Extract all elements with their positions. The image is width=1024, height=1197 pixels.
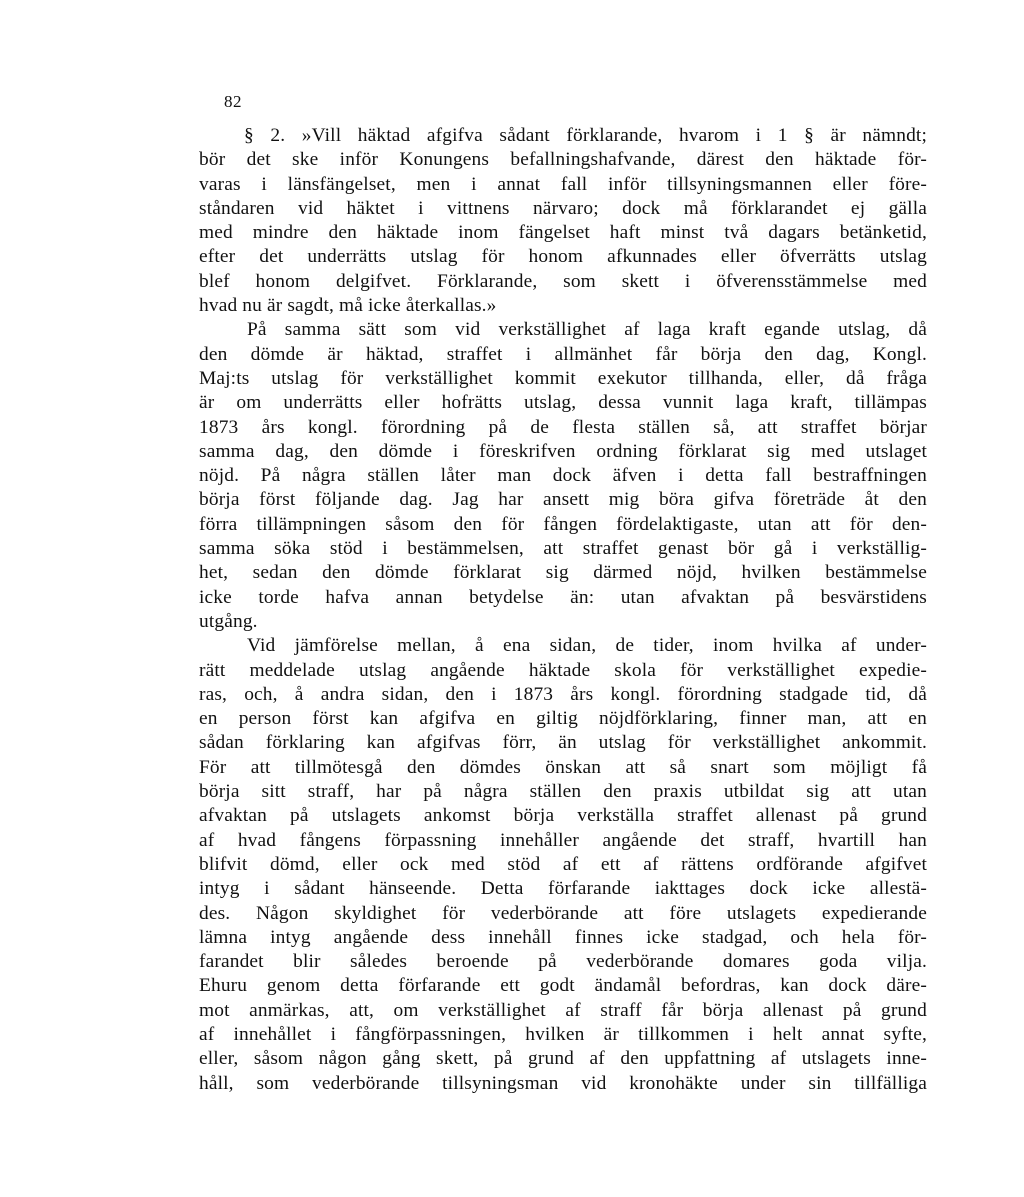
text-line: varas i länsfängelset, men i annat fall inför tillsyningsmannen eller före-: [199, 173, 927, 195]
text-line: eller, såsom någon gång skett, på grund af den uppfattning af utslagets inne-: [199, 1048, 927, 1070]
text-line: het, sedan den dömde förklarat sig därmed nöjd, hvilken bestämmelse: [199, 562, 927, 584]
text-line: af innehållet i fångförpassningen, hvilken är tillkommen i helt annat syfte,: [199, 1023, 927, 1045]
text-line: förra tillämpningen såsom den för fången fördelaktigaste, utan att för den-: [199, 513, 927, 535]
text-line: Maj:ts utslag för verkställighet kommit exekutor tillhanda, eller, då fråga: [199, 367, 927, 389]
text-line: ståndaren vid häktet i vittnens närvaro; dock må förklarandet ej gälla: [199, 197, 927, 219]
text-line: För att tillmötesgå den dömdes önskan att så snart som möjligt få: [199, 756, 927, 778]
text-line: des. Någon skyldighet för vederbörande att före utslagets expedierande: [199, 902, 927, 924]
text-line: farandet blir således beroende på vederbörande domares goda vilja.: [199, 951, 927, 973]
text-line: samma dag, den dömde i föreskrifven ordning förklarat sig med utslaget: [199, 440, 927, 462]
text-line: är om underrätts eller hofrätts utslag, dessa vunnit laga kraft, tillämpas: [199, 392, 927, 414]
text-line: håll, som vederbörande tillsyningsman vid kronohäkte under sin tillfälliga: [199, 1072, 927, 1094]
text-line: utgång.: [199, 610, 258, 632]
text-line: blifvit dömd, eller ock med stöd af ett af rättens ordförande afgifvet: [199, 853, 927, 875]
text-line: 1873 års kongl. förordning på de flesta ställen så, att straffet börjar: [199, 416, 927, 438]
text-line: med mindre den häktade inom fängelset haft minst två dagars betänketid,: [199, 222, 927, 244]
text-line: efter det underrätts utslag för honom afkunnades eller öfverrätts utslag: [199, 246, 927, 268]
text-line: sådan förklaring kan afgifvas förr, än utslag för verkställighet ankommit.: [199, 732, 927, 754]
text-line: rätt meddelade utslag angående häktade skola för verkställighet expedie-: [199, 659, 927, 681]
text-line: samma söka stöd i bestämmelsen, att straffet genast bör gå i verkställig-: [199, 538, 927, 560]
text-line: af hvad fångens förpassning innehåller angående det straff, hvartill han: [199, 829, 927, 851]
text-line: börja sitt straff, har på några ställen den praxis utbildat sig att utan: [199, 781, 927, 803]
text-line: icke torde hafva annan betydelse än: utan afvaktan på besvärstidens: [199, 586, 927, 608]
text-line: ras, och, å andra sidan, den i 1873 års kongl. förordning stadgade tid, då: [199, 683, 927, 705]
text-line: blef honom delgifvet. Förklarande, som skett i öfverensstämmelse med: [199, 270, 927, 292]
body-text: [199, 124, 927, 1096]
text-line: den dömde är häktad, straffet i allmänhet får börja den dag, Kongl.: [199, 343, 927, 365]
text-line: intyg i sådant hänseende. Detta förfarande iakttages dock icke allestä-: [199, 878, 927, 900]
text-line: lämna intyg angående dess innehåll finnes icke stadgad, och hela för-: [199, 926, 927, 948]
text-line: bör det ske inför Konungens befallningshafvande, därest den häktade för-: [199, 149, 927, 171]
text-line: Ehuru genom detta förfarande ett godt ändamål befordras, kan dock däre-: [199, 975, 927, 997]
text-line: börja först följande dag. Jag har ansett mig böra gifva företräde åt den: [199, 489, 927, 511]
text-line: På samma sätt som vid verkställighet af laga kraft egande utslag, då: [247, 319, 927, 341]
text-line: afvaktan på utslagets ankomst börja verkställa straffet allenast på grund: [199, 805, 927, 827]
page-number: 82: [224, 92, 242, 111]
text-line: nöjd. På några ställen låter man dock äfven i detta fall bestraffningen: [199, 465, 927, 487]
text-line: en person först kan afgifva en giltig nöjdförklaring, finner man, att en: [199, 708, 927, 730]
text-line: § 2. »Vill häktad afgifva sådant förklarande, hvarom i 1 § är nämndt;: [244, 125, 927, 146]
text-line: hvad nu är sagdt, må icke återkallas.»: [199, 295, 497, 317]
text-line: mot anmärkas, att, om verkställighet af straff får börja allenast på grund: [199, 999, 927, 1021]
text-line: Vid jämförelse mellan, å ena sidan, de tider, inom hvilka af under-: [247, 635, 927, 657]
